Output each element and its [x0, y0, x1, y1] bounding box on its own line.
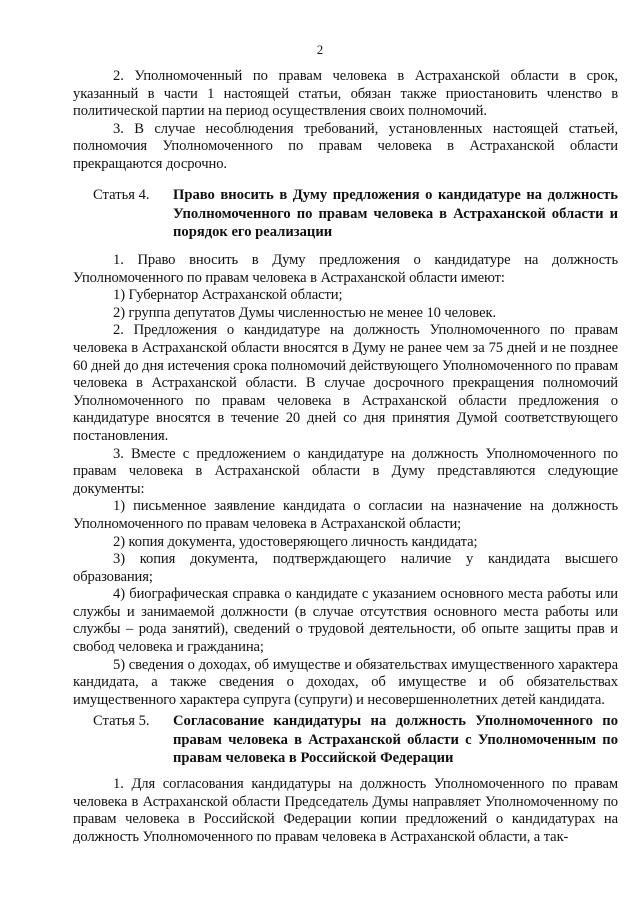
- article-4-body: [73, 252, 618, 709]
- article-label: Статья 5.: [93, 713, 150, 729]
- section-top: [73, 68, 618, 174]
- paragraph: 2. Предложения о кандидатуре на должность Уполномоченного по правам человека в Астраханской области вносятся в Думу не ранее чем за 75 дней и не позднее 60 дней до дня истечения срока полномочий действующего Уполномоченного по правам человека в Астраханской области. В случае досрочного прекращения полномочий Уполномоченного по правам человека в Астраханской области предложения о кандидатуре вносятся в течение 20 дней со дня принятия Думой соответствующего постановления.: [73, 322, 618, 444]
- paragraph: 1. Право вносить в Думу предложения о кандидатуре на должность Уполномоченного по правам человека в Астраханской области имеют:: [73, 252, 618, 286]
- article-title: Право вносить в Думу предложения о кандидатуре на должность Уполномоченного по правам человека в Астраханской области и порядок его реализации: [173, 187, 618, 240]
- article-4-heading: [93, 186, 618, 242]
- list-item: 2) группа депутатов Думы численностью не менее 10 человек.: [113, 304, 497, 321]
- list-item: 5) сведения о доходах, об имуществе и обязательствах имущественного характера кандидата, а также сведения о доходах, об имуществе и об обязательствах имущественного характера супруга (супруги) и несовершеннолетних детей кандидата.: [73, 656, 618, 708]
- list-item: 2) копия документа, удостоверяющего личность кандидата;: [113, 533, 478, 550]
- page-number: 2: [316, 42, 324, 57]
- paragraph: 1. Для согласования кандидатуры на должность Уполномоченного по правам человека в Астраханской области Председатель Думы направляет Уполномоченному по правам человека в Российской Федерации копии предложений о кандидатурах на должность Уполномоченного по правам человека в Астраханской области, а так-: [73, 776, 618, 845]
- article-title: Согласование кандидатуры на должность Уполномоченного по правам человека в Астраханской области с Уполномоченным по правам человека в Российской Федерации: [173, 713, 618, 766]
- article-label: Статья 4.: [93, 187, 150, 203]
- paragraph: 2. Уполномоченный по правам человека в Астраханской области в срок, указанный в части 1 настоящей статьи, обязан также приостановить членство в политической партии на период осуществления своих полномочий.: [73, 68, 618, 120]
- paragraph: 3. Вместе с предложением о кандидатуре на должность Уполномоченного по правам человека в Астраханской области в Думу представляются следующие документы:: [73, 445, 618, 497]
- article-5-body: [73, 776, 618, 846]
- paragraph: 3. В случае несоблюдения требований, установленных настоящей статьей, полномочия Уполномоченного по правам человека в Астраханской области прекращаются досрочно.: [73, 120, 618, 172]
- list-item: 4) биографическая справка о кандидате с указанием основного места работы или службы и занимаемой должности (в случае отсутствия основного места работы или службы – рода занятий), сведений о трудовой деятельности, об опыте защиты прав и свобод человека и гражданина;: [73, 586, 618, 656]
- list-item: 1) Губернатор Астраханской области;: [113, 287, 343, 304]
- article-5-heading: [93, 712, 618, 768]
- list-item: 3) копия документа, подтверждающего наличие у кандидата высшего образования;: [73, 551, 618, 585]
- list-item: 1) письменное заявление кандидата о согласии на назначение на должность Уполномоченного по правам человека в Астраханской области;: [73, 498, 618, 532]
